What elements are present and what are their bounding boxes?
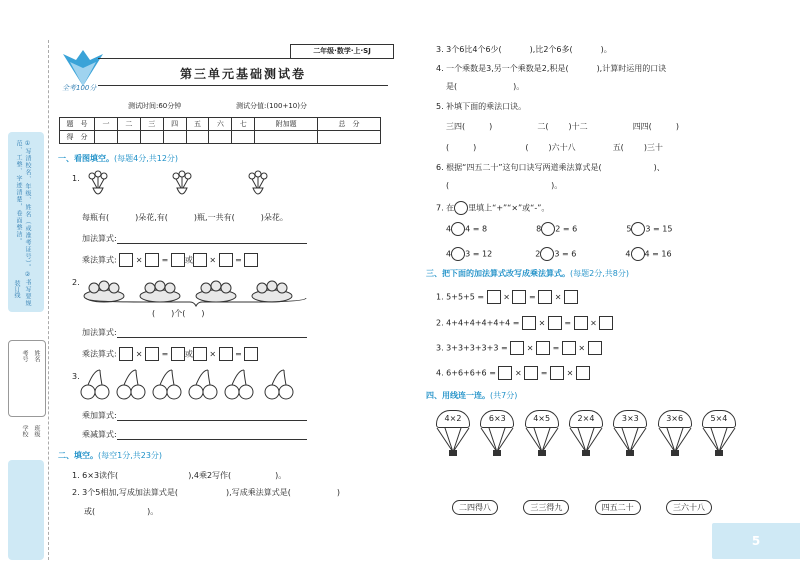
text: )朵花,有( (135, 213, 168, 222)
q3-number: 3. (72, 372, 80, 381)
text: = (564, 318, 572, 328)
answer-box[interactable] (599, 316, 613, 330)
test-time: 测试时间:60分钟 (128, 102, 182, 110)
text: )瓶,一共有( (193, 213, 235, 222)
text: 4. 6+6+6+6 = (436, 368, 496, 378)
section-4-heading (426, 390, 517, 401)
answer-line[interactable] (117, 410, 307, 421)
section-3-heading (426, 268, 629, 279)
section-2-heading (58, 450, 162, 461)
operator-circle[interactable] (541, 222, 555, 236)
q1-mul-row: 乘法算式: × = 或 × = (82, 253, 258, 267)
s3-item-2 (436, 316, 613, 330)
text: ( (525, 143, 529, 152)
text: = (540, 368, 548, 378)
grade-label: 二年级·数学·上·SJ (290, 44, 394, 59)
answer-box[interactable] (564, 290, 578, 304)
text: 4 (446, 224, 452, 234)
text: 四四( (632, 122, 652, 131)
text: 3. 3个6比4个6少( (436, 45, 502, 54)
answer-box[interactable] (244, 347, 258, 361)
section-points: (共7分) (490, 391, 518, 400)
answer-box[interactable] (119, 347, 133, 361)
answer-box[interactable] (536, 341, 550, 355)
text: ),计算时运用的口诀 (596, 64, 667, 73)
score-input[interactable] (318, 131, 381, 144)
score-table-header-row (60, 118, 381, 131)
name-label: 姓名 (33, 350, 40, 362)
parachute-strings-icon (658, 428, 692, 456)
mul-label: 乘法算式: (82, 255, 117, 265)
binding-dashed-line (48, 40, 49, 560)
parachute-label: 3×3 (613, 410, 647, 428)
flower-vases-icon (84, 170, 324, 204)
section-title: 三、把下面的加法算式改写成乘法算式。 (426, 269, 570, 278)
parachute-strings-icon (569, 428, 603, 456)
text: )。 (513, 82, 525, 91)
answer-box[interactable] (219, 347, 233, 361)
score-input[interactable] (95, 131, 118, 144)
text: ( (446, 143, 450, 152)
add-label: 加法算式: (82, 328, 117, 337)
text: × (503, 292, 510, 302)
q1-statement (82, 212, 288, 223)
parachute[interactable] (658, 410, 692, 456)
operator-circle (454, 201, 468, 215)
parachute-strings-icon (613, 428, 647, 456)
rhyme-tag[interactable]: 二四得八 (452, 500, 498, 515)
s2-q5-row1: 三四( ) 二( )十二 四四( ) (446, 122, 679, 131)
answer-box[interactable] (510, 341, 524, 355)
test-score: 测试分值:(100+10)分 (236, 102, 307, 110)
score-input[interactable] (163, 131, 186, 144)
s2-q2 (72, 487, 340, 498)
s2-q5-row2: ( ) ( )六十八 五( )三十 (446, 143, 663, 152)
text: 3 = 15 (645, 224, 673, 234)
text: 1. 6×3读作( (72, 471, 119, 480)
answer-box[interactable] (538, 290, 552, 304)
text: 里填上“+”“×”或“-”。 (468, 203, 550, 213)
score-cell: 一 (95, 118, 118, 131)
rhyme-tag[interactable]: 三三得九 (523, 500, 569, 515)
text: 4 (446, 249, 452, 259)
text: )三十 (643, 143, 663, 152)
section-title: 一、看图填空。 (58, 154, 114, 163)
text: )六十八 (548, 143, 576, 152)
parachute-strings-icon (525, 428, 559, 456)
score-cell: 七 (232, 118, 255, 131)
parachute-label: 3×6 (658, 410, 692, 428)
score-cell: 附加题 (255, 118, 318, 131)
score-input[interactable] (232, 131, 255, 144)
text: × (526, 343, 534, 353)
operator-circle[interactable] (631, 247, 645, 261)
binding-line-label: 装订线 (13, 280, 20, 298)
q2-mul-row: 乘法算式: × = 或 × = (82, 347, 258, 361)
text: )。 (147, 507, 159, 516)
answer-box[interactable] (171, 347, 185, 361)
score-cell: 三 (140, 118, 163, 131)
answer-box[interactable] (588, 341, 602, 355)
text: ) (336, 488, 340, 497)
text: × (590, 318, 597, 328)
parachute[interactable] (569, 410, 603, 456)
text: = (529, 292, 536, 302)
score-input[interactable] (209, 131, 232, 144)
s3-item-1 (436, 290, 578, 304)
text: )十二 (568, 122, 588, 131)
text: 1. 5+5+5 = (436, 292, 485, 302)
parachute[interactable] (480, 410, 514, 456)
text: 4. 一个乘数是3,另一个乘数是2,积是( (436, 64, 569, 73)
or-word: 或 (184, 349, 193, 359)
score-table (59, 117, 381, 144)
operator-circle[interactable] (451, 247, 465, 261)
score-input[interactable] (117, 131, 140, 144)
score-cell: 二 (117, 118, 140, 131)
answer-box[interactable] (498, 366, 512, 380)
text: 3. 3+3+3+3+3 = (436, 343, 508, 353)
parachute-label: 2×4 (569, 410, 603, 428)
parachute-strings-icon (480, 428, 514, 456)
score-input[interactable] (140, 131, 163, 144)
parachute-strings-icon (702, 428, 736, 456)
page-title: 第三单元基础测试卷 (179, 67, 306, 81)
q2-number: 2. (72, 278, 80, 287)
q1-add-row (82, 233, 307, 244)
text: 8 (536, 224, 542, 234)
s2-q5: 5. 补填下面的乘法口诀。 (436, 102, 527, 111)
parachute-label: 4×2 (436, 410, 470, 428)
cherries-icon (80, 368, 310, 404)
text: ( (446, 181, 450, 190)
s3-item-4 (436, 366, 590, 380)
answer-box[interactable] (193, 347, 207, 361)
text: 2. 4+4+4+4+4+4 = (436, 318, 520, 328)
s2-q6-cont (446, 180, 562, 191)
text: 6. 根据“四五二十”这句口诀写两道乘法算式是( (436, 163, 602, 172)
answer-box[interactable] (522, 316, 536, 330)
s2-q3 (436, 44, 612, 55)
addmul-label: 乘加算式: (82, 411, 117, 420)
rhyme-tag[interactable]: 四五二十 (595, 500, 641, 515)
title-box (98, 58, 388, 86)
answer-line[interactable] (117, 327, 307, 338)
text: 4 = 8 (465, 224, 488, 234)
score-cell: 五 (186, 118, 209, 131)
parachute[interactable] (436, 410, 470, 456)
bottom-tab (8, 460, 44, 560)
rhyme-tag[interactable]: 三六十八 (666, 500, 712, 515)
score-cell: 得 分 (60, 131, 95, 144)
or-word: 或 (184, 255, 193, 265)
parachute-row (436, 410, 736, 456)
text: ),4乘2写作( (188, 471, 232, 480)
text: 2 (535, 249, 541, 259)
s2-q2-or (84, 506, 158, 517)
text: × (514, 368, 522, 378)
text: ) (675, 122, 679, 131)
score-table-score-row (60, 131, 381, 144)
text: × (578, 343, 586, 353)
operator-circle[interactable] (451, 222, 465, 236)
text: × (566, 368, 574, 378)
score-input[interactable] (186, 131, 209, 144)
logo-caption: 全考100分 (62, 84, 97, 92)
s3-item-3 (436, 341, 602, 355)
s2-q7 (436, 201, 549, 215)
text: 4 (625, 249, 631, 259)
answer-box[interactable] (487, 290, 501, 304)
section-points: (每空1分,共23分) (98, 451, 163, 460)
section-title: 二、填空。 (58, 451, 98, 460)
q3-addmul-row (82, 410, 307, 421)
text: )朵花。 (260, 213, 288, 222)
text: )。 (275, 471, 287, 480)
parachute-label: 4×5 (525, 410, 559, 428)
text: 4 = 16 (644, 249, 672, 259)
text: × (554, 292, 562, 302)
s2-q7-row2 (446, 247, 766, 261)
text: 2 = 6 (555, 224, 578, 234)
answer-box[interactable] (145, 253, 159, 267)
s2-q4 (436, 63, 666, 74)
school-label: 学校 (21, 425, 28, 437)
answer-box[interactable] (244, 253, 258, 267)
answer-box[interactable] (119, 253, 133, 267)
fruit-plates-icon (82, 274, 312, 308)
answer-box[interactable] (145, 347, 159, 361)
text: ),比2个6多( (529, 45, 573, 54)
mulsub-label: 乘减算式: (82, 430, 117, 439)
answer-box[interactable] (562, 341, 576, 355)
answer-line[interactable] (117, 429, 307, 440)
section-points: (每题2分,共8分) (570, 269, 629, 278)
answer-box[interactable] (574, 316, 588, 330)
operator-circle[interactable] (540, 247, 554, 261)
s2-q6 (436, 162, 665, 173)
mul-label: 乘法算式: (82, 349, 117, 359)
section-title: 四、用线连一连。 (426, 391, 490, 400)
text: × (538, 318, 546, 328)
text: 7. 在 (436, 203, 455, 213)
text: 3 = 6 (554, 249, 577, 259)
q1-number: 1. (72, 174, 80, 183)
parachute-label: 6×3 (480, 410, 514, 428)
parachute[interactable] (613, 410, 647, 456)
score-cell: 四 (163, 118, 186, 131)
s2-q1 (72, 470, 286, 481)
answer-box[interactable] (548, 316, 562, 330)
score-input[interactable] (255, 131, 318, 144)
answer-box[interactable] (550, 366, 564, 380)
score-cell: 题 号 (60, 118, 95, 131)
answer-box[interactable] (576, 366, 590, 380)
text: 五( (612, 143, 624, 152)
page-number: 5 (712, 523, 800, 559)
text: 每瓶有( (82, 213, 110, 222)
text: 或( (84, 507, 96, 516)
text: = (552, 343, 560, 353)
add-label: 加法算式: (82, 234, 117, 243)
answer-box[interactable] (524, 366, 538, 380)
s2-q7-row1 (446, 222, 766, 236)
class-label: 班级 (33, 425, 40, 437)
text: ),写成乘法算式是( (226, 488, 291, 497)
parachute-label: 5×4 (702, 410, 736, 428)
answer-line[interactable] (117, 233, 307, 244)
operator-circle[interactable] (631, 222, 645, 236)
q2-bracket: ( )个( ) (152, 309, 205, 318)
q2-add-row (82, 327, 307, 338)
answer-box[interactable] (219, 253, 233, 267)
s2-q4-cont (446, 81, 524, 92)
answer-box[interactable] (512, 290, 526, 304)
score-cell: 六 (209, 118, 232, 131)
score-cell: 总 分 (318, 118, 381, 131)
answer-box[interactable] (171, 253, 185, 267)
text: 三四( (446, 122, 466, 131)
binding-strip (0, 40, 44, 560)
parachute-strings-icon (436, 428, 470, 456)
text: 5 (626, 224, 632, 234)
seat-label: 考号 (21, 350, 28, 362)
answer-box[interactable] (193, 253, 207, 267)
text: 3 = 12 (465, 249, 493, 259)
section-1-heading (58, 153, 178, 164)
parachute[interactable] (702, 410, 736, 456)
text: 2. 3个5相加,写成加法算式是( (72, 488, 179, 497)
text: 是( (446, 82, 458, 91)
instruction-text: ①写清校名、年级、姓名（或准考证号）。②书写要规范、工整、字迹清楚，卷面整洁。 (15, 140, 31, 307)
text: )。 (600, 45, 612, 54)
parachute[interactable] (525, 410, 559, 456)
rhyme-tags-row (452, 500, 712, 515)
text: )。 (551, 181, 563, 190)
section-points: (每题4分,共12分) (114, 154, 179, 163)
text: 二( (537, 122, 549, 131)
q3-mulsub-row (82, 429, 307, 440)
text: )、 (653, 163, 665, 172)
